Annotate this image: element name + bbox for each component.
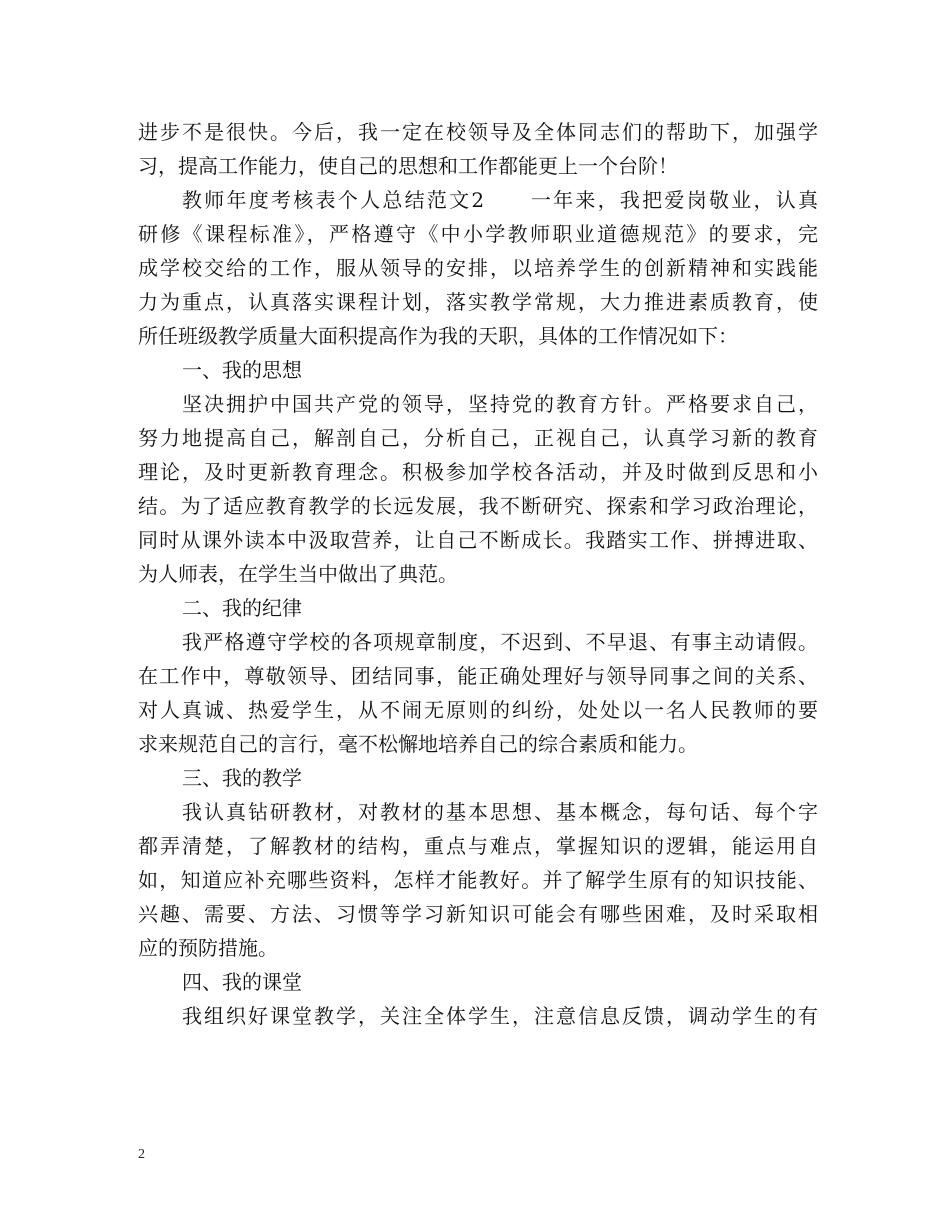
- text-line: 为人师表，在学生当中做出了典范。: [138, 562, 458, 586]
- text-line: 成学校交给的工作，服从领导的安排，以培养学生的创新精神和实践能: [138, 256, 818, 280]
- text-line: 应的预防措施。: [138, 936, 278, 960]
- text-line: 研修《课程标准》，严格遵守《中小学教师职业道德规范》的要求，完: [138, 222, 818, 246]
- text-line: 都弄清楚，了解教材的结构，重点与难点，掌握知识的逻辑，能运用自: [138, 834, 818, 858]
- text-line: 我认真钻研教材，对教材的基本思想、基本概念，每句话、每个字: [182, 800, 818, 824]
- text-line: 同时从课外读本中汲取营养，让自己不断成长。我踏实工作、拼搏进取、: [138, 528, 818, 552]
- document-body: [138, 115, 818, 1033]
- text-line: 四、我的课堂: [182, 970, 302, 994]
- text-line: 结。为了适应教育教学的长远发展，我不断研究、探索和学习政治理论，: [138, 494, 818, 518]
- text-line: 在工作中，尊敬领导、团结同事，能正确处理好与领导同事之间的关系、: [138, 664, 818, 688]
- text-line: 理论，及时更新教育理念。积极参加学校各活动，并及时做到反思和小: [138, 460, 818, 484]
- page-number: 2: [138, 1147, 145, 1162]
- text-line: 求来规范自己的言行，毫不松懈地培养自己的综合素质和能力。: [138, 732, 698, 756]
- text-line: 我组织好课堂教学，关注全体学生，注意信息反馈，调动学生的有: [182, 1004, 818, 1028]
- text-line: 如，知道应补充哪些资料，怎样才能教好。并了解学生原有的知识技能、: [138, 868, 818, 892]
- text-line: 一、我的思想: [182, 358, 302, 382]
- text-line: 习，提高工作能力，使自己的思想和工作都能更上一个台阶！: [138, 154, 678, 178]
- text-line: 二、我的纪律: [182, 596, 302, 620]
- text-line: 坚决拥护中国共产党的领导，坚持党的教育方针。严格要求自己，: [182, 392, 818, 416]
- text-line: 进步不是很快。今后，我一定在校领导及全体同志们的帮助下，加强学: [138, 120, 818, 144]
- text-line: 所任班级教学质量大面积提高作为我的天职，具体的工作情况如下：: [138, 324, 738, 348]
- text-line: 力为重点，认真落实课程计划，落实教学常规，大力推进素质教育，使: [138, 290, 818, 314]
- text-line: 三、我的教学: [182, 766, 302, 790]
- text-line: 兴趣、需要、方法、习惯等学习新知识可能会有哪些困难，及时采取相: [138, 902, 818, 926]
- text-line: 我严格遵守学校的各项规章制度，不迟到、不早退、有事主动请假。: [182, 630, 818, 654]
- text-line: 教师年度考核表个人总结范文2 一年来，我把爱岗敬业，认真: [182, 188, 818, 212]
- text-line: 对人真诚、热爱学生，从不闹无原则的纠纷，处处以一名人民教师的要: [138, 698, 818, 722]
- text-line: 努力地提高自己，解剖自己，分析自己，正视自己，认真学习新的教育: [138, 426, 818, 450]
